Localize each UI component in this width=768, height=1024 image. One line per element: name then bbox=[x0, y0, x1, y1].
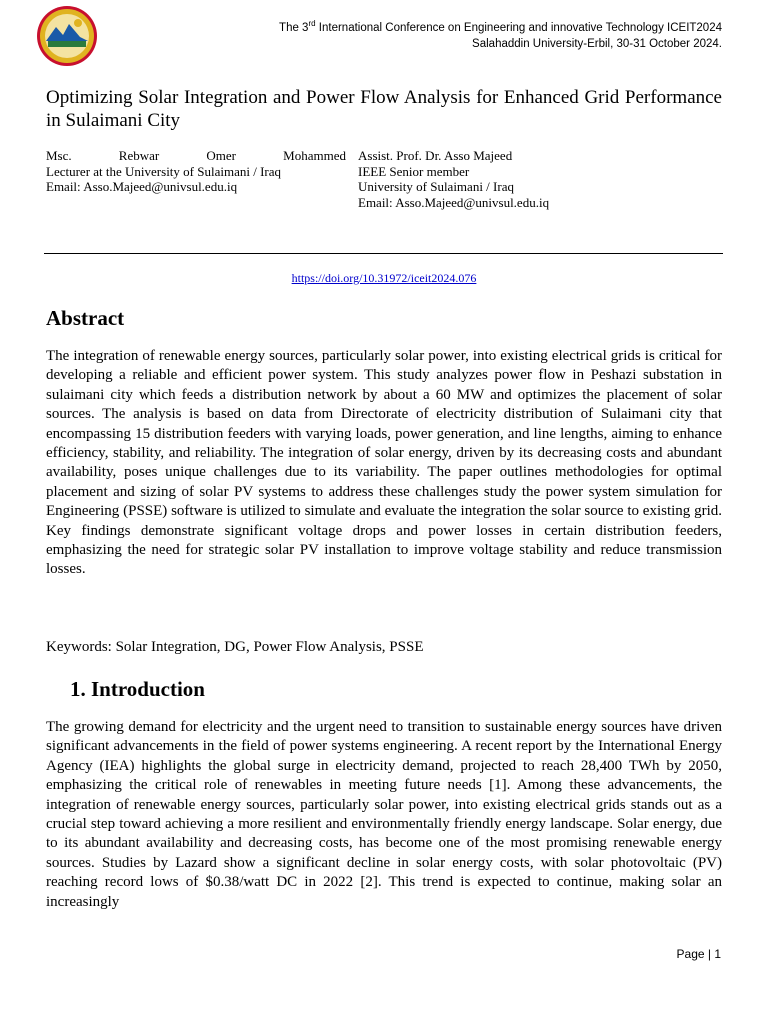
author-2-role: IEEE Senior member bbox=[358, 163, 470, 179]
conference-title-line: The 3rd International Conference on Engineering and innovative Technology ICEIT2024 bbox=[279, 19, 722, 34]
keywords: Keywords: Solar Integration, DG, Power Flow Analysis, PSSE bbox=[46, 639, 424, 655]
conference-header bbox=[279, 20, 722, 52]
abstract-heading: Abstract bbox=[46, 306, 125, 330]
introduction-heading: 1. Introduction bbox=[70, 677, 205, 701]
author-2-affiliation: University of Sulaimani / Iraq bbox=[358, 179, 514, 194]
author-1-block bbox=[46, 148, 346, 195]
university-logo bbox=[34, 5, 100, 67]
page-number: Page | 1 bbox=[676, 947, 721, 961]
author-1-email: Email: Asso.Majeed@univsul.edu.iq bbox=[46, 179, 238, 194]
author-2-block bbox=[358, 148, 722, 210]
author-1-affiliation: Lecturer at the University of Sulaimani / Iraq bbox=[46, 163, 282, 179]
doi-link[interactable]: https://doi.org/10.31972/iceit2024.076 bbox=[291, 271, 477, 285]
author-1-name: Msc. Rebwar Omer Mohammed bbox=[46, 148, 346, 163]
author-2-email: Email: Asso.Majeed@univsul.edu.iq bbox=[358, 194, 550, 210]
author-2-name: Assist. Prof. Dr. Asso Majeed bbox=[358, 148, 513, 163]
introduction-text: The growing demand for electricity and the urgent need to transition to sustainable energy sources have driven significant advancements in the field of power systems engineering. A recent report by the International Energy Agency (IEA) highlights the global surge in electricity demand, projected to reach 28,400 TWh by 2050, emphasizing the critical role of renewables in meeting future needs [1]. Among these advancements, the integration of renewable energy sources, particularly solar power, into existing electrical grids stands out as a crucial step toward achieving a more resilient and environmentally friendly energy landscape. Solar energy, due to its abundant availability and decreasing costs, has become one of the most promising renewable energy sources. Studies by Lazard show a significant decline in solar energy costs, with solar photovoltaic (PV) reaching record lows of $0.38/watt DC in 2022 [2]. This trend is expected to continue, making solar an increasingly bbox=[46, 719, 722, 910]
conference-location: Salahaddin University-Erbil, 30-31 October 2024. bbox=[472, 38, 722, 50]
abstract-text: The integration of renewable energy sources, particularly solar power, into existing electrical grids is critical for developing a reliable and efficient power system. This study analyzes power flow in Peshazi substation in sulaimani city which feeds a distribution network by about a 60 MW and optimizes the placement of solar sources. The analysis is based on data from Directorate of electricity distribution of Sulaimani city that encompassing 15 distribution feeders with varying loads, power generation, and line lengths, aiming to enhance efficiency, stability, and reliability. The integration of solar energy, driven by its decreasing costs and abundant availability, poses unique challenges due to its variability. The paper outlines methodologies for optimal placement and sizing of solar PV systems to address these challenges study the power system simulation for Engineering (PSSE) software is utilized to simulate and evaluate the integration the solar source to existing grid. Key findings demonstrate significant voltage drops and power losses in certain distribution feeders, emphasizing the need for strategic solar PV installation to improve voltage stability and reduce transmission losses. bbox=[46, 348, 722, 578]
header-divider bbox=[44, 253, 723, 254]
paper-title: Optimizing Solar Integration and Power Flow Analysis for Enhanced Grid Performance in Sulaimani City bbox=[46, 87, 722, 131]
doi-line bbox=[0, 271, 768, 286]
